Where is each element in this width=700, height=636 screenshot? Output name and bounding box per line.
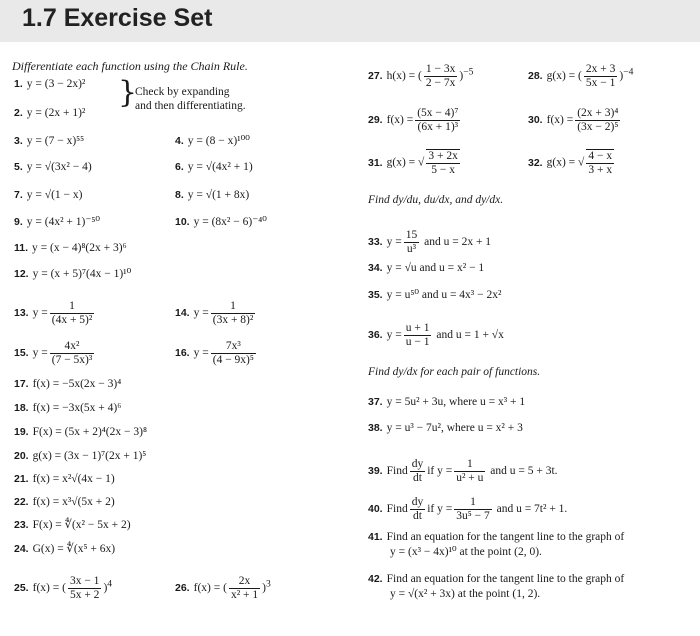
exercise-14: 14. y = $\frac{1}{\text{(3x + 8)²}}$ — [175, 300, 254, 326]
exercise-24: 24. G(x) = ∜(x⁵ + 6x) — [14, 543, 116, 555]
exercise-10: 10. y = (8x² − 6)⁻⁴⁰ — [175, 216, 267, 228]
exercise-12: 12. y = (x + 5)⁷(4x − 1)¹⁰ — [14, 268, 132, 280]
exercise-13: 13. y = $\frac{1}{\text{(4x + 5)²}}$ — [14, 300, 93, 326]
instruction-find-pair: Find dy/dx for each pair of functions. — [368, 366, 541, 378]
exercise-1: 1. y = (3 − 2x)² — [14, 78, 86, 90]
exercise-8: 8. y = √(1 + 8x) — [175, 189, 250, 201]
exercise-35: 35. y = u⁵⁰ and u = 4x³ − 2x² — [368, 289, 502, 301]
exercise-42-line-2: y = √(x² + 3x) at the point (1, 2). — [390, 588, 541, 600]
page-title: 1.7 Exercise Set — [22, 4, 213, 32]
instruction-chain-rule: Differentiate each function using the Chain Rule. — [12, 59, 248, 73]
exercise-34: 34. y = √u and u = x² − 1 — [368, 262, 485, 274]
exercise-22: 22. f(x) = x³√(5x + 2) — [14, 496, 115, 508]
exercise-6: 6. y = √(4x² + 1) — [175, 161, 253, 173]
exercise-3: 3. y = (7 − x)⁵⁵ — [14, 135, 85, 147]
exercise-18: 18. f(x) = −3x(5x + 4)⁶ — [14, 402, 122, 414]
exercise-41-line-2: y = (x³ − 4x)¹⁰ at the point (2, 0). — [390, 546, 542, 558]
exercise-17: 17. f(x) = −5x(2x − 3)⁴ — [14, 378, 122, 390]
instruction-find-dy: Find dy/du, du/dx, and dy/dx. — [368, 194, 504, 206]
exercise-31: 31. g(x) = √ $\frac{3 + 2x}{5 - x}$ — [368, 150, 458, 176]
exercise-20: 20. g(x) = (3x − 1)⁷(2x + 1)⁵ — [14, 450, 147, 462]
exercise-5: 5. y = √(3x² − 4) — [14, 161, 92, 173]
expand-note-1: Check by expanding — [135, 86, 230, 98]
exercise-28: 28. g(x) = ( $\frac{2x + 3}{5x - 1}$ )$^{-4}$ — [528, 63, 634, 89]
exercise-36: 36. y = $\frac{u + 1}{u - 1}$ and u = 1 + √x — [368, 322, 504, 348]
exercise-7: 7. y = √(1 − x) — [14, 189, 83, 201]
exercise-15: 15. y = $\frac{\text{4x²}}{\text{(7 − 5x)³}}$ — [14, 340, 93, 366]
header-band — [0, 0, 700, 42]
exercise-25: 25. f(x) = ( $\frac{3x - 1}{5x + 2}$ )$^4$ — [14, 575, 113, 601]
exercise-39: 39. Find $\frac{dy}{dt}$ if y = $\frac{1}{\text{u² + u}}$ and u = 5 + 3t. — [368, 458, 558, 484]
exercise-21: 21. f(x) = x²√(4x − 1) — [14, 473, 115, 485]
exercise-27: 27. h(x) = ( $\frac{1 - 3x}{2 - 7x}$ )$^{-5}$ — [368, 63, 474, 89]
exercise-32: 32. g(x) = √ $\frac{4 - x}{3 + x}$ — [528, 150, 613, 176]
exercise-4: 4. y = (8 − x)¹⁰⁰ — [175, 135, 250, 147]
exercise-26: 26. f(x) = ( $\frac{2x}{\text{x² + 1}}$ )$^3$ — [175, 575, 271, 601]
exercise-29: 29. f(x) = $\frac{\text{(5x − 4)⁷}}{\text{(6x + 1)³}}$ — [368, 107, 459, 133]
exercise-42: 42. Find an equation for the tangent line to the graph of — [368, 573, 625, 585]
exercise-30: 30. f(x) = $\frac{\text{(2x + 3)⁴}}{\text{(3x − 2)⁵}}$ — [528, 107, 619, 133]
exercise-2: 2. y = (2x + 1)² — [14, 107, 86, 119]
exercise-16: 16. y = $\frac{\text{7x³}}{\text{(4 − 9x)⁵}}$ — [175, 340, 254, 366]
exercise-33: 33. y = $\frac{15}{\text{u³}}$ and u = 2x + 1 — [368, 229, 492, 255]
exercise-23: 23. F(x) = ∜(x² − 5x + 2) — [14, 519, 131, 531]
brace-icon: } — [118, 75, 138, 110]
exercise-40: 40. Find $\frac{dy}{dt}$ if y = $\frac{1}{\text{3u⁵ − 7}}$ and u = 7t² + 1. — [368, 496, 568, 522]
expand-note-2: and then differentiating. — [135, 100, 246, 112]
exercise-11: 11. y = (x − 4)⁸(2x + 3)⁶ — [14, 242, 127, 254]
exercise-19: 19. F(x) = (5x + 2)⁴(2x − 3)⁸ — [14, 426, 147, 438]
exercise-38: 38. y = u³ − 7u², where u = x² + 3 — [368, 422, 523, 434]
exercise-41: 41. Find an equation for the tangent line to the graph of — [368, 531, 625, 543]
exercise-9: 9. y = (4x² + 1)⁻⁵⁰ — [14, 216, 101, 228]
exercise-37: 37. y = 5u² + 3u, where u = x³ + 1 — [368, 396, 526, 408]
